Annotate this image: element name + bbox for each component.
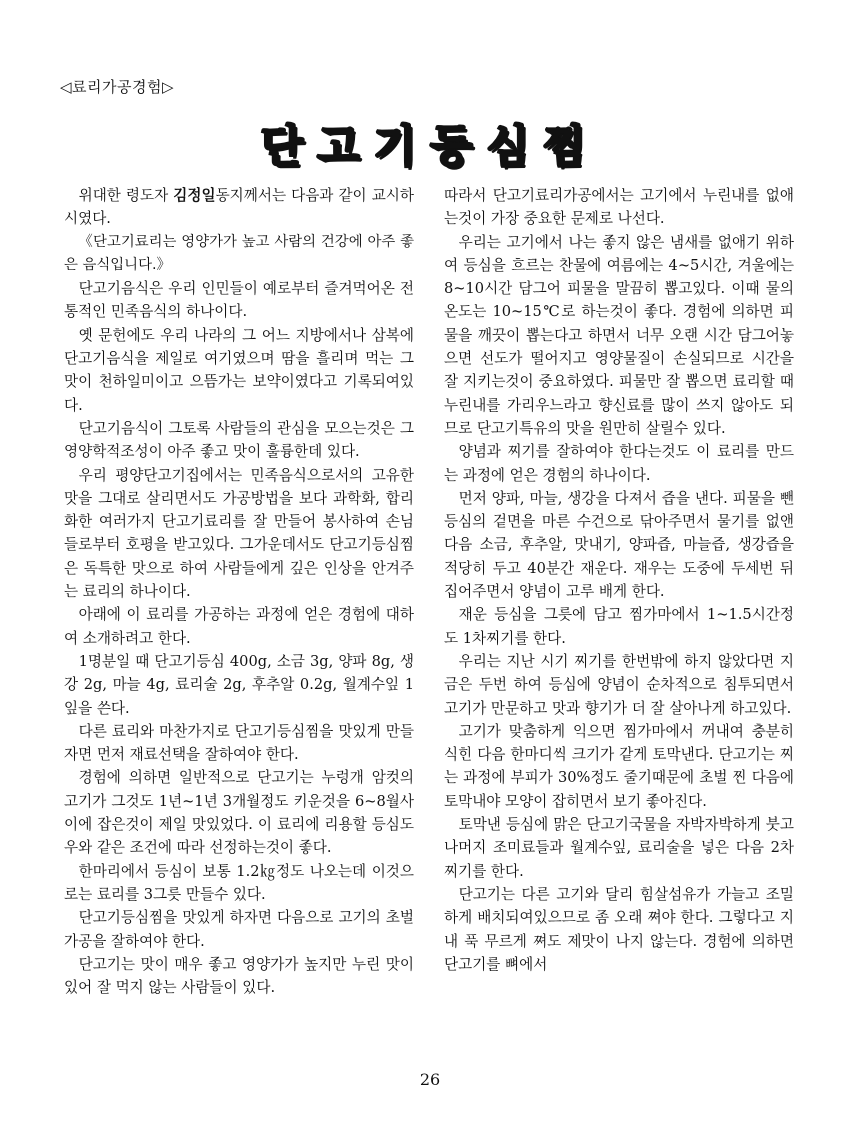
- page-title: 단고기등심찜: [260, 121, 600, 172]
- paragraph: 경험에 의하면 일반적으로 단고기는 누렁개 암컷의 고기가 그것도 1년~1년 3개월정도 키운것을 6~8월사이에 잡은것이 제일 맛있었다. 이 료리에 리용할 등심도 우와 같은 조건에 따라 선정하는것이 좋다.: [64, 769, 414, 857]
- paragraph: 단고기등심찜을 맛있게 하자면 다음으로 고기의 초벌가공을 잘하여야 한다.: [64, 909, 414, 950]
- paragraph: 재운 등심을 그릇에 담고 찜가마에서 1~1.5시간정도 1차찌기를 한다.: [444, 606, 794, 647]
- left-column: [64, 184, 414, 999]
- paragraph: 고기가 맞춤하게 익으면 찜가마에서 꺼내여 충분히 식힌 다음 한마디씩 크기가 같게 토막낸다. 단고기는 찌는 과정에 부피가 30%정도 줄기때문에 초벌 찐 다음에 토막내야 모양이 잡히면서 보기 좋아진다.: [444, 722, 794, 810]
- ingredients-paragraph: 1명분일 때 단고기등심 400g, 소금 3g, 양파 8g, 생강 2g, 마늘 4g, 료리술 2g, 후추알 0.2g, 월계수잎 1잎을 쓴다.: [64, 652, 414, 717]
- paragraph: 토막낸 등심에 맑은 단고기국물을 자박자박하게 붓고 나머지 조미료들과 월계수잎, 료리술을 넣은 다음 2차찌기를 한다.: [444, 816, 794, 880]
- paragraph: 따라서 단고기료리가공에서는 고기에서 누린내를 없애는것이 가장 중요한 문제로 나선다.: [444, 187, 794, 228]
- paragraph: 양념과 찌기를 잘하여야 한다는것도 이 료리를 만드는 과정에 얻은 경험의 하나이다.: [444, 443, 794, 484]
- paragraph: 우리는 지난 시기 찌기를 한번밖에 하지 않았다면 지금은 두번 하여 등심에 양념이 순차적으로 침투되면서 고기가 만문하고 맛과 향기가 더 잘 살아나게 하고있다.: [444, 652, 794, 717]
- leader-name: 김정일: [173, 187, 216, 204]
- quote-paragraph: 《단고기료리는 영양가가 높고 사람의 건강에 아주 좋은 음식입니다.》: [64, 233, 414, 273]
- paragraph: 위대한 령도자 김정일동지께서는 다음과 같이 교시하시였다.: [64, 187, 414, 228]
- paragraph: 먼저 양파, 마늘, 생강을 다져서 즙을 낸다. 피물을 뺀 등심의 겉면을 마른 수건으로 닦아주면서 물기를 없앤 다음 소금, 후추알, 맛내기, 양파즙, 마늘즙, 생강즙을 적당히 두고 40분간 재운다. 재우는 도중에 두세번 뒤집어주면서 양념이 고루 배게 한다.: [444, 489, 794, 601]
- paragraph: 옛 문헌에도 우리 나라의 그 어느 지방에서나 삼복에 단고기음식을 제일로 여기였으며 땀을 흘리며 먹는 그 맛이 천하일미이고 으뜸가는 보약이였다고 기록되여있다.: [64, 326, 414, 414]
- paragraph: 한마리에서 등심이 보통 1.2㎏정도 나오는데 이것으로는 료리를 3그릇 만들수 있다.: [64, 862, 414, 903]
- right-column: [444, 184, 794, 976]
- paragraph: 우리 평양단고기집에서는 민족음식으로서의 고유한 맛을 그대로 살리면서도 가공방법을 보다 과학화, 합리화한 여러가지 단고기료리를 잘 만들어 봉사하여 손님들로부터 호평을 받고있다. 그가운데서도 단고기등심찜은 독특한 맛으로 하여 사람들에게 깊은 인상을 안겨주는 료리의 하나이다.: [64, 466, 414, 601]
- paragraph: 단고기음식은 우리 인민들이 예로부터 즐겨먹어온 전통적인 민족음식의 하나이다.: [64, 280, 414, 321]
- paragraph: 아래에 이 료리를 가공하는 과정에 얻은 경험에 대하여 소개하려고 한다.: [64, 606, 414, 647]
- page-number: 26: [419, 1070, 441, 1089]
- section-label: ◁료리가공경험▷: [60, 78, 175, 96]
- paragraph: 단고기는 맛이 매우 좋고 영양가가 높지만 누린 맛이 있어 잘 먹지 않는 사람들이 있다.: [64, 955, 414, 997]
- paragraph: 단고기음식이 그토록 사람들의 관심을 모으는것은 그 영양학적조성이 아주 좋고 맛이 훌륭한데 있다.: [64, 419, 414, 461]
- paragraph: 다른 료리와 마찬가지로 단고기등심찜을 맛있게 만들자면 먼저 재료선택을 잘하여야 한다.: [64, 722, 414, 764]
- paragraph: 단고기는 다른 고기와 달리 힘살섬유가 가늘고 조밀하게 배치되여있으므로 좀 오래 쪄야 한다. 그렇다고 지내 푹 무르게 쪄도 제맛이 나지 않는다. 경험에 의하면 단고기를 뼈에서: [444, 885, 794, 973]
- paragraph: 우리는 고기에서 나는 좋지 않은 냄새를 없애기 위하여 등심을 흐르는 찬물에 여름에는 4~5시간, 겨울에는 8~10시간 담그어 피물을 말끔히 뽑고있다. 이때 물의 온도는 10~15℃로 하는것이 좋다. 경험에 의하면 피물을 깨끗이 뽑는다고 하면서 너무 오랜 시간 담그어놓으면 선도가 떨어지고 영양물질이 손실되므로 시간을 잘 지키는것이 중요하였다. 피물만 잘 뽑으면 료리할 때 누린내를 가리우느라고 향신료를 많이 쓰지 않아도 되므로 단고기특유의 맛을 원만히 살릴수 있다.: [444, 233, 794, 437]
